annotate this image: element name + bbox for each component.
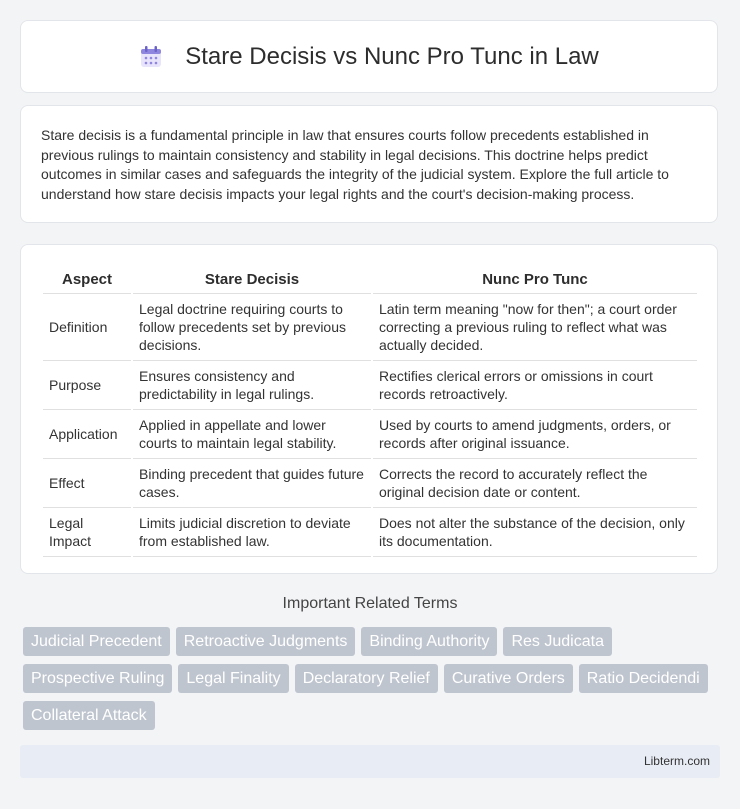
footer-link[interactable]: Libterm.com bbox=[643, 754, 710, 768]
related-term-tag[interactable]: Retroactive Judgments bbox=[176, 627, 356, 656]
row-aspect: Definition bbox=[43, 294, 131, 361]
row-aspect: Effect bbox=[43, 459, 131, 508]
table-header-row bbox=[43, 265, 697, 294]
row-aspect: Purpose bbox=[43, 361, 131, 410]
related-term-tag[interactable]: Binding Authority bbox=[361, 627, 497, 656]
row-aspect: Application bbox=[43, 410, 131, 459]
row-stare: Ensures consistency and predictability in legal rulings. bbox=[133, 361, 371, 410]
table-row bbox=[43, 361, 697, 410]
intro-card bbox=[20, 105, 718, 223]
title-card bbox=[20, 20, 718, 93]
table-row bbox=[43, 410, 697, 459]
related-term-tag[interactable]: Judicial Precedent bbox=[23, 627, 170, 656]
row-nunc: Used by courts to amend judgments, orders, or records after original issuance. bbox=[373, 410, 697, 459]
row-nunc: Does not alter the substance of the decision, only its documentation. bbox=[373, 508, 697, 557]
header-aspect: Aspect bbox=[43, 265, 131, 294]
row-stare: Limits judicial discretion to deviate from established law. bbox=[133, 508, 371, 557]
page-title bbox=[139, 43, 599, 71]
row-nunc: Rectifies clerical errors or omissions in court records retroactively. bbox=[373, 361, 697, 410]
title-text: Stare Decisis vs Nunc Pro Tunc in Law bbox=[185, 42, 599, 70]
row-stare: Binding precedent that guides future cases. bbox=[133, 459, 371, 508]
related-term-tag[interactable]: Legal Finality bbox=[178, 664, 288, 693]
header-nunc-pro-tunc: Nunc Pro Tunc bbox=[373, 265, 697, 294]
related-term-tag[interactable]: Ratio Decidendi bbox=[579, 664, 708, 693]
related-terms-title: Important Related Terms bbox=[282, 595, 458, 612]
row-nunc: Latin term meaning "now for then"; a court order correcting a previous ruling to reflect what was actually decided. bbox=[373, 294, 697, 361]
related-term-tag[interactable]: Curative Orders bbox=[444, 664, 573, 693]
table-row bbox=[43, 459, 697, 508]
calendar-icon bbox=[139, 45, 163, 69]
related-terms-list bbox=[23, 627, 723, 738]
related-term-tag[interactable]: Declaratory Relief bbox=[295, 664, 438, 693]
footer bbox=[20, 745, 720, 778]
row-aspect: Legal Impact bbox=[43, 508, 131, 557]
table-row bbox=[43, 294, 697, 361]
comparison-table bbox=[41, 265, 699, 557]
row-stare: Applied in appellate and lower courts to maintain legal stability. bbox=[133, 410, 371, 459]
comparison-card bbox=[20, 244, 718, 574]
related-term-tag[interactable]: Collateral Attack bbox=[23, 701, 155, 730]
intro-text: Stare decisis is a fundamental principle in law that ensures courts follow precedents established in previous rulings to maintain consistency and stability in legal decisions. This doctrine helps predict outcomes in similar cases and safeguards the integrity of the judicial system. Explore the full article to understand how stare decisis impacts your legal rights and the court's decision-making process. bbox=[41, 127, 669, 202]
row-nunc: Corrects the record to accurately reflect the original decision date or content. bbox=[373, 459, 697, 508]
header-stare-decisis: Stare Decisis bbox=[133, 265, 371, 294]
row-stare: Legal doctrine requiring courts to follow precedents set by previous decisions. bbox=[133, 294, 371, 361]
related-term-tag[interactable]: Res Judicata bbox=[503, 627, 612, 656]
related-term-tag[interactable]: Prospective Ruling bbox=[23, 664, 172, 693]
table-row bbox=[43, 508, 697, 557]
